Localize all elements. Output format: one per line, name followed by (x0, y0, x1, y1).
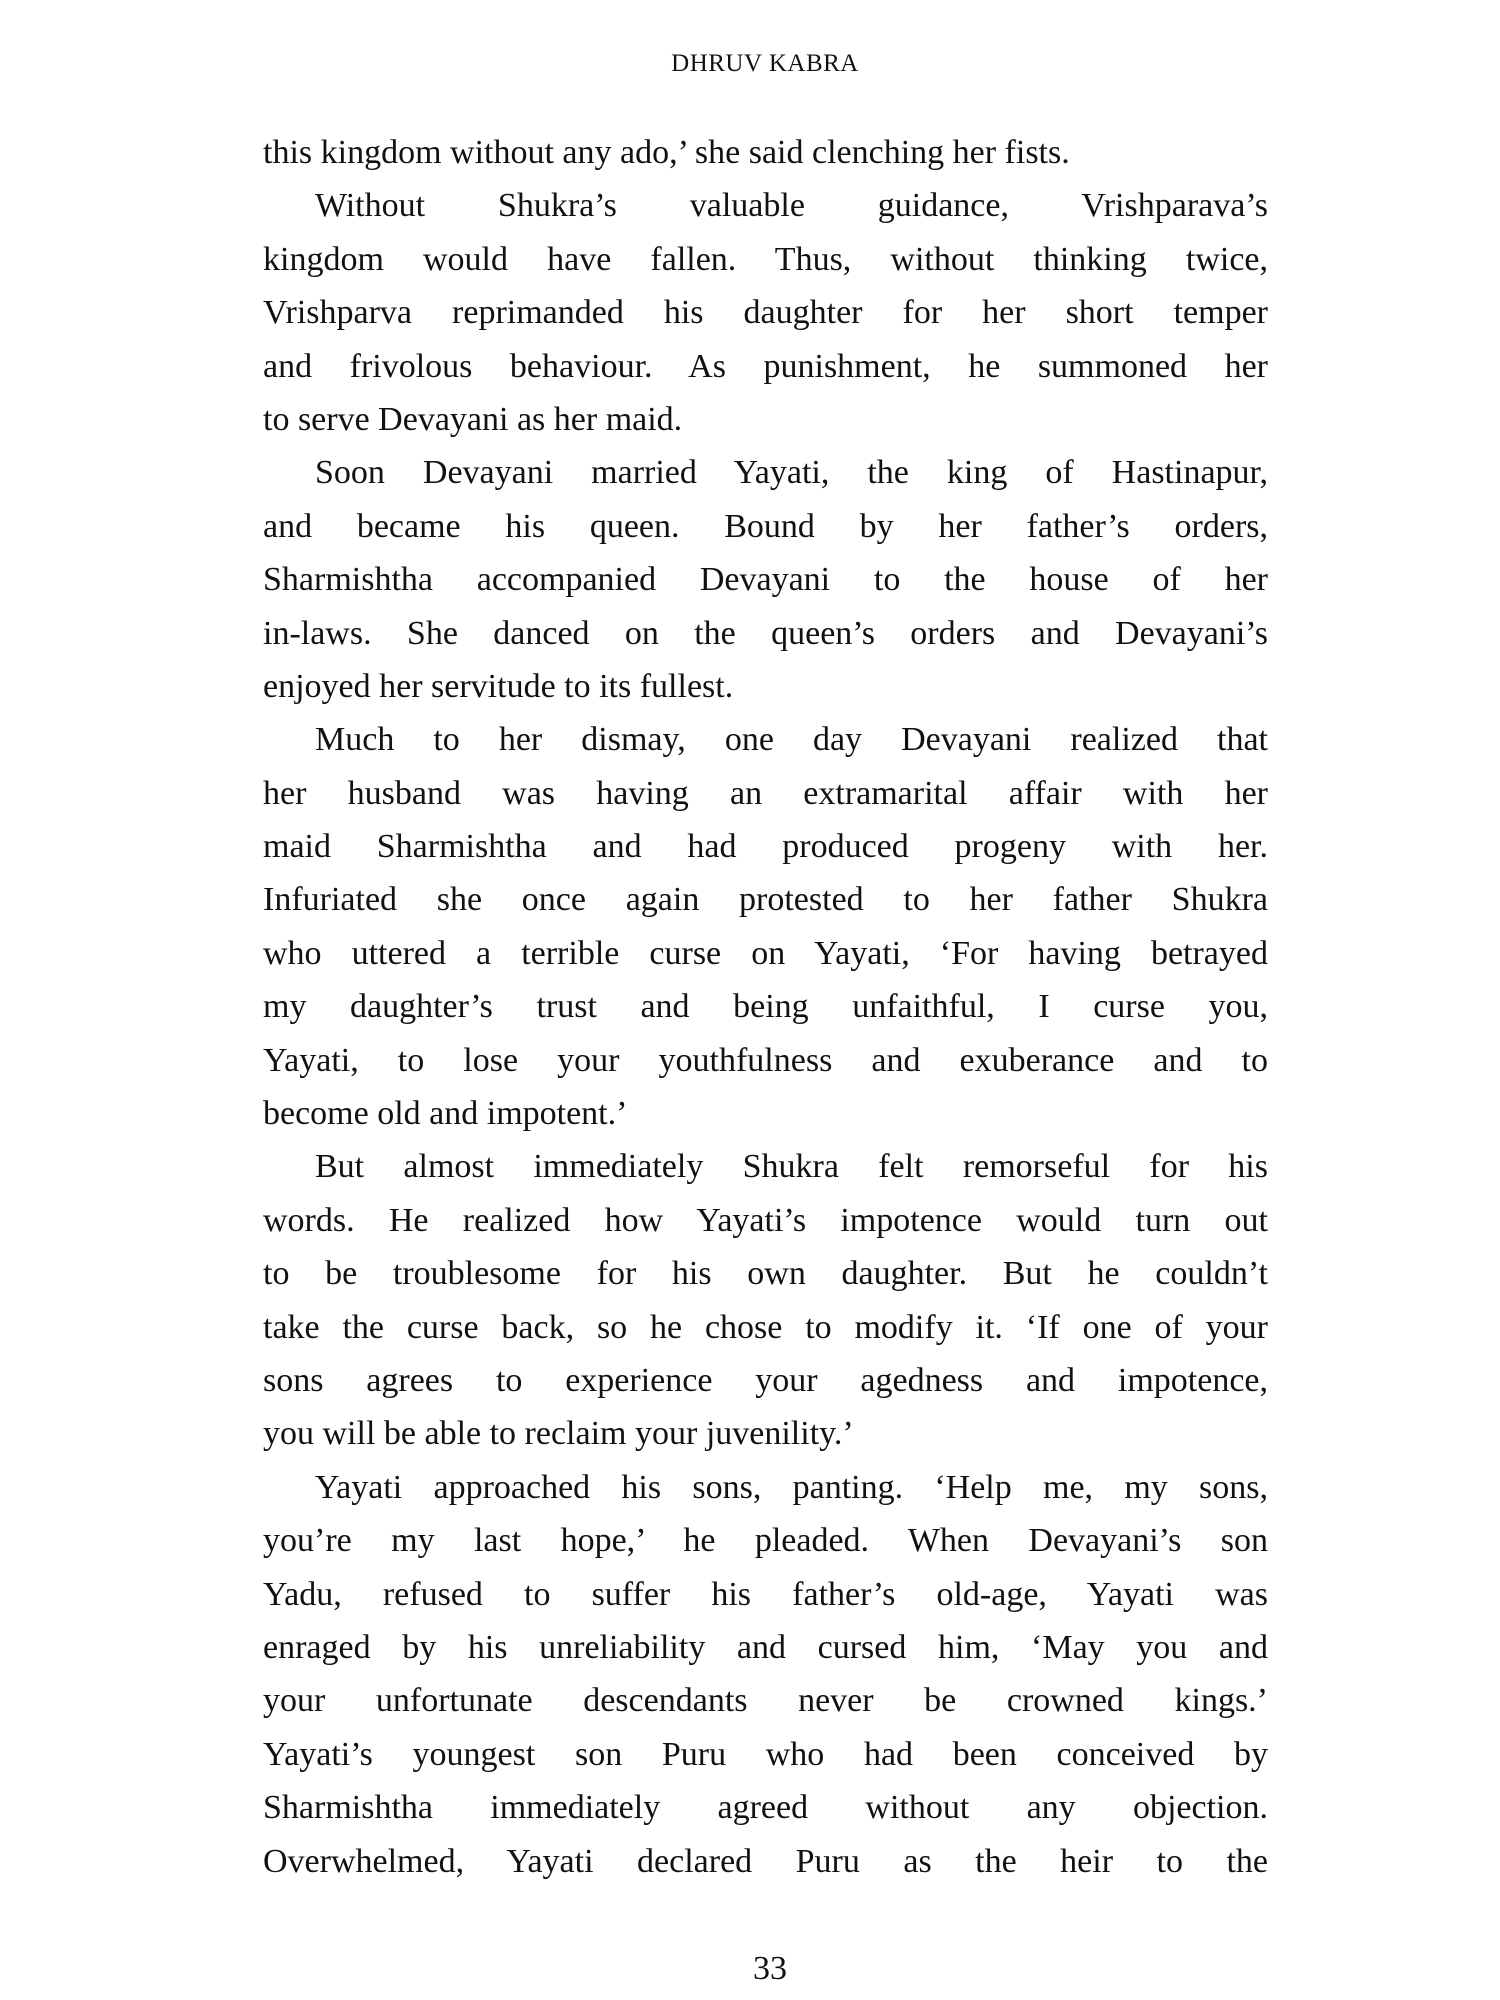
text-line: enjoyed her servitude to its fullest. (263, 667, 734, 705)
text-line: who uttered a terrible curse on Yayati, ‘For having betrayed (263, 934, 1268, 972)
text-line: But almost immediately Shukra felt remorseful for his (315, 1148, 1268, 1186)
running-head: DHRUV KABRA (671, 50, 859, 77)
text-line: in-laws. She danced on the queen’s orders and Devayani’s (263, 614, 1268, 652)
text-line: Yayati’s youngest son Puru who had been conceived by (263, 1735, 1268, 1773)
text-line: my daughter’s trust and being unfaithful, I curse you, (263, 988, 1268, 1026)
text-line: you will be able to reclaim your juvenility.’ (263, 1415, 854, 1453)
text-line: take the curse back, so he chose to modify it. ‘If one of your (263, 1308, 1268, 1346)
text-line: to be troublesome for his own daughter. But he couldn’t (263, 1255, 1268, 1293)
text-line: Sharmishtha immediately agreed without any objection. (263, 1789, 1268, 1827)
text-line: your unfortunate descendants never be crowned kings.’ (263, 1682, 1268, 1720)
text-line: you’re my last hope,’ he pleaded. When Devayani’s son (263, 1522, 1268, 1560)
text-line: kingdom would have fallen. Thus, without thinking twice, (263, 240, 1268, 278)
text-line: Sharmishtha accompanied Devayani to the house of her (263, 561, 1268, 599)
text-line: her husband was having an extramarital affair with her (263, 774, 1268, 812)
text-line: enraged by his unreliability and cursed him, ‘May you and (263, 1628, 1268, 1666)
text-line: Infuriated she once again protested to her father Shukra (263, 881, 1268, 919)
text-line: and became his queen. Bound by her father’s orders, (263, 507, 1268, 545)
text-line: Yayati, to lose your youthfulness and exuberance and to (263, 1041, 1268, 1079)
body-text (263, 126, 1268, 1888)
text-line: Yadu, refused to suffer his father’s old-age, Yayati was (263, 1575, 1268, 1613)
text-line: Overwhelmed, Yayati declared Puru as the heir to the (263, 1842, 1268, 1880)
text-line: Much to her dismay, one day Devayani realized that (315, 721, 1268, 759)
text-line: words. He realized how Yayati’s impotence would turn out (263, 1201, 1268, 1239)
text-line: sons agrees to experience your agedness and impotence, (263, 1361, 1268, 1399)
text-line: Soon Devayani married Yayati, the king of Hastinapur, (315, 454, 1268, 492)
text-line: Without Shukra’s valuable guidance, Vrishparava’s (315, 187, 1268, 225)
text-line: maid Sharmishtha and had produced progeny with her. (263, 828, 1268, 866)
text-line: Vrishparva reprimanded his daughter for her short temper (263, 294, 1268, 332)
text-line: Yayati approached his sons, panting. ‘Help me, my sons, (315, 1468, 1268, 1506)
page-number: 33 (753, 1950, 787, 1987)
text-line: become old and impotent.’ (263, 1095, 628, 1133)
text-line: to serve Devayani as her maid. (263, 400, 683, 438)
text-line: and frivolous behaviour. As punishment, he summoned her (263, 347, 1268, 385)
text-line: this kingdom without any ado,’ she said clenching her fists. (263, 134, 1070, 171)
